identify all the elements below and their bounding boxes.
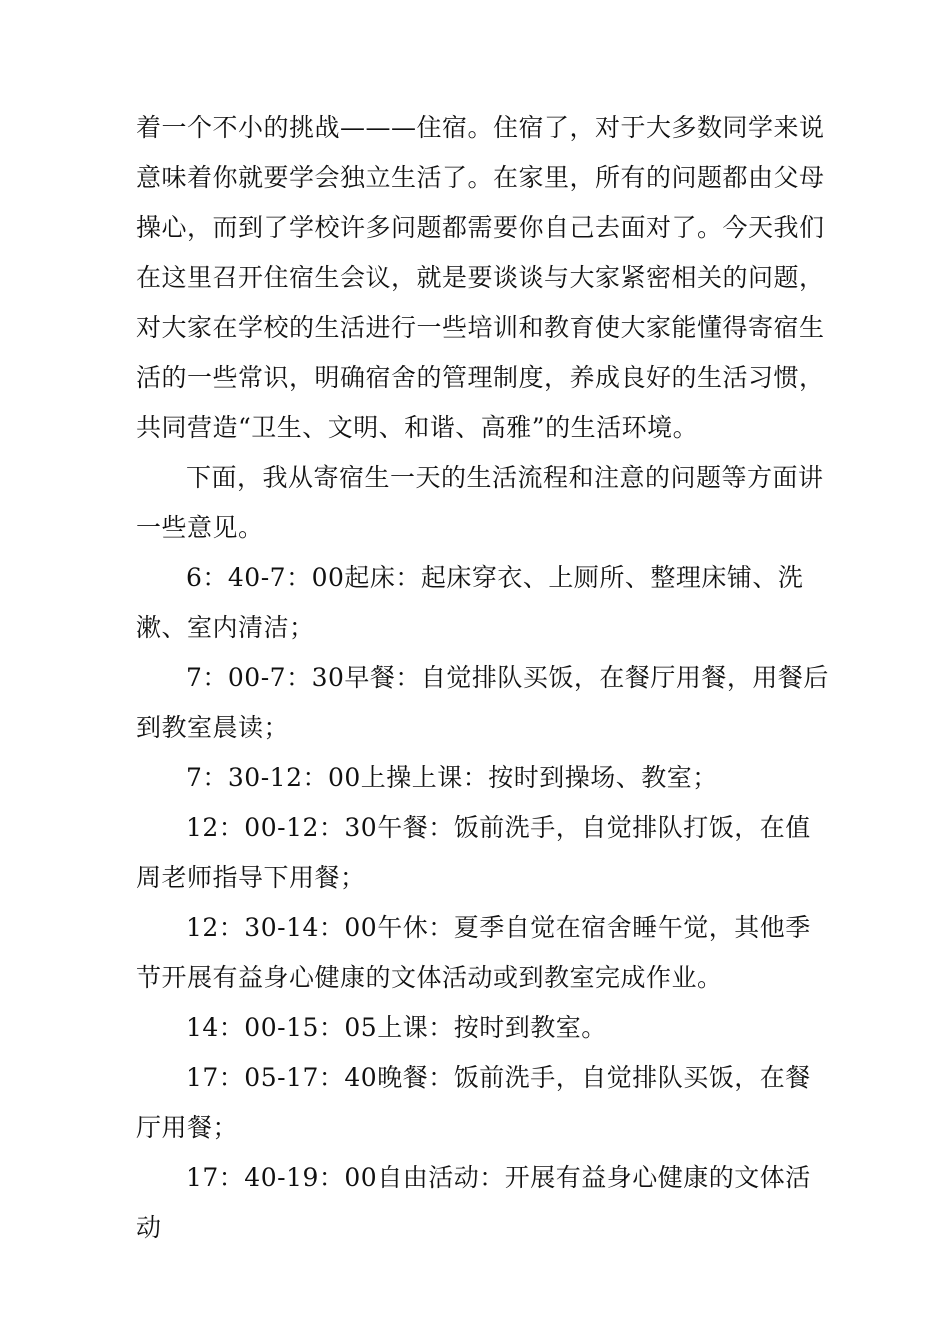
document-body [136, 103, 836, 1253]
schedule-item-afternoon-class: 14：00-15：05上课：按时到教室。 [186, 1013, 607, 1042]
schedule-item-free-activity: 17：40-19：00自由活动：开展有益身心健康的文体活动 [136, 1163, 811, 1242]
schedule-item-breakfast: 7：00-7：30早餐：自觉排队买饭，在餐厅用餐，用餐后到教室晨读； [136, 663, 829, 742]
schedule-item-nap: 12：30-14：00午休：夏季自觉在宿舍睡午觉，其他季节开展有益身心健康的文体活动或到教室完成作业。 [136, 913, 811, 992]
schedule-item-wake-up: 6：40-7：00起床：起床穿衣、上厕所、整理床铺、洗漱、室内清洁； [136, 563, 804, 642]
schedule-item-morning-class: 7：30-12：00上操上课：按时到操场、教室； [186, 763, 718, 792]
paragraph-intro: 着一个不小的挑战———住宿。住宿了，对于大多数同学来说意味着你就要学会独立生活了。在家里，所有的问题都由父母操心，而到了学校许多问题都需要你自己去面对了。今天我们在这里召开住宿生会议，就是要谈谈与大家紧密相关的问题，对大家在学校的生活进行一些培训和教育使大家能懂得寄宿生活的一些常识，明确宿舍的管理制度，养成良好的生活习惯，共同营造“卫生、文明、和谐、高雅”的生活环境。 [136, 113, 825, 442]
paragraph-overview: 下面，我从寄宿生一天的生活流程和注意的问题等方面讲一些意见。 [136, 463, 824, 542]
schedule-item-lunch: 12：00-12：30午餐：饭前洗手，自觉排队打饭，在值周老师指导下用餐； [136, 813, 811, 892]
schedule-item-dinner: 17：05-17：40晚餐：饭前洗手，自觉排队买饭，在餐厅用餐； [136, 1063, 811, 1142]
